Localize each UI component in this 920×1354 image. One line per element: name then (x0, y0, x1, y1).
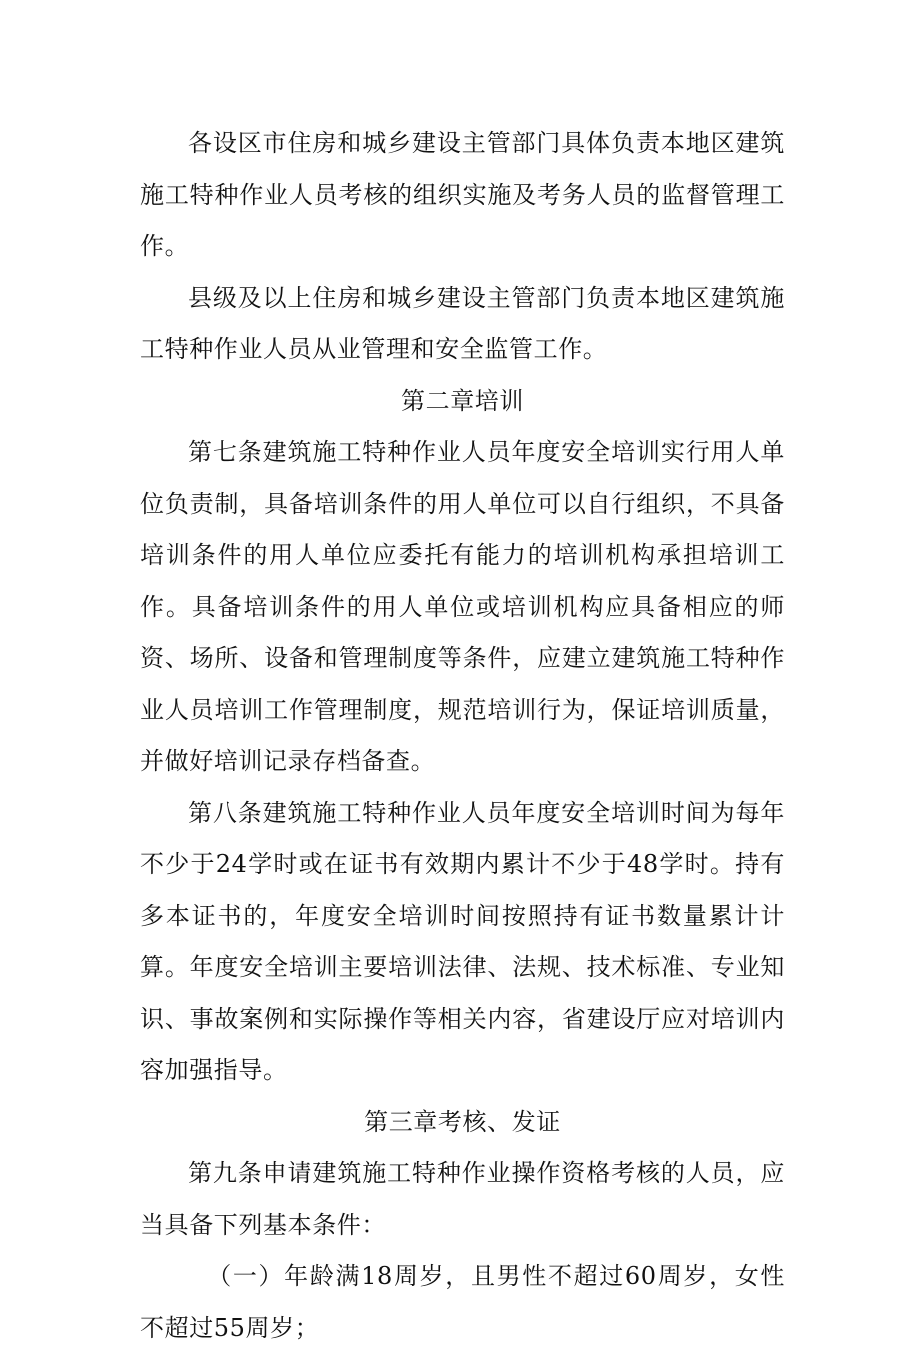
paragraph-county-authority: 县级及以上住房和城乡建设主管部门负责本地区建筑施工特种作业人员从业管理和安全监管工作。 (140, 283, 785, 363)
chapter-heading-assessment: 第三章考核、发证 (364, 1107, 561, 1136)
paragraph-article-9: 第九条申请建筑施工特种作业操作资格考核的人员，应当具备下列基本条件： (140, 1159, 785, 1239)
paragraph-article-8: 第八条建筑施工特种作业人员年度安全培训时间为每年不少于24学时或在证书有效期内累计不少于48学时。持有多本证书的，年度安全培训时间按照持有证书数量累计计算。年度安全培训主要培训法律、法规、技术标准、专业知识、事故案例和实际操作等相关内容，省建设厅应对培训内容加强指导。 (140, 798, 785, 1084)
chapter-heading-training: 第二章培训 (401, 386, 524, 415)
paragraph-city-authority: 各设区市住房和城乡建设主管部门具体负责本地区建筑施工特种作业人员考核的组织实施及考务人员的监督管理工作。 (140, 129, 785, 260)
paragraph-article-7: 第七条建筑施工特种作业人员年度安全培训实行用人单位负责制，具备培训条件的用人单位可以自行组织，不具备培训条件的用人单位应委托有能力的培训机构承担培训工作。具备培训条件的用人单位或培训机构应具备相应的师资、场所、设备和管理制度等条件，应建立建筑施工特种作业人员培训工作管理制度，规范培训行为，保证培训质量，并做好培训记录存档备查。 (140, 438, 785, 775)
document-body (140, 118, 785, 1354)
list-item-age-condition: （一）年龄满18周岁，且男性不超过60周岁，女性不超过55周岁； (140, 1262, 785, 1342)
